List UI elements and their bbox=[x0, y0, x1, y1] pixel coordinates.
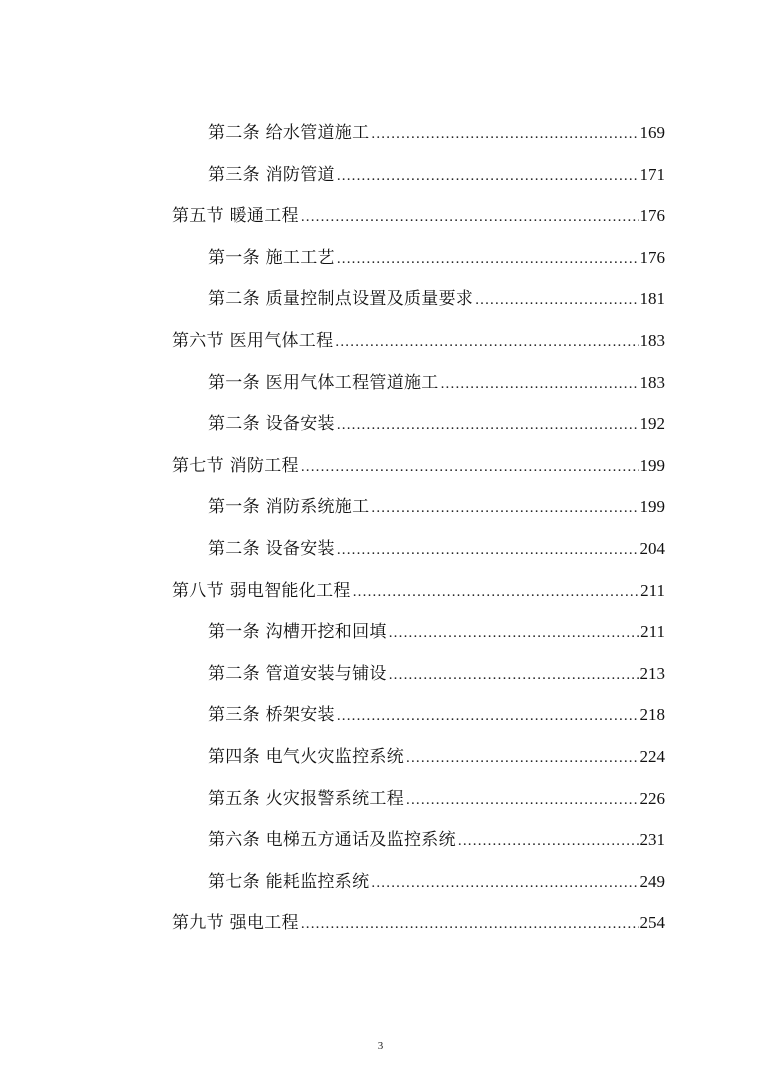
toc-section-entry[interactable] bbox=[0, 320, 761, 362]
toc-entry-title: 第一条 施工工艺 bbox=[208, 247, 335, 268]
toc-entry-page-number: 211 bbox=[640, 580, 665, 600]
toc-entry-page-number: 171 bbox=[639, 164, 665, 184]
toc-entry-page-number: 183 bbox=[639, 372, 665, 392]
toc-entry-title: 第八节 弱电智能化工程 bbox=[172, 580, 351, 601]
toc-entry-page-number: 204 bbox=[639, 538, 665, 558]
toc-article-entry[interactable] bbox=[0, 694, 761, 736]
toc-entry-page-number: 183 bbox=[639, 330, 665, 350]
toc-entry-title: 第二条 设备安装 bbox=[208, 538, 335, 559]
toc-dot-leader bbox=[335, 322, 638, 364]
toc-entry-page-number: 192 bbox=[639, 414, 665, 434]
toc-dot-leader bbox=[371, 488, 638, 530]
toc-article-entry[interactable] bbox=[0, 112, 761, 154]
toc-entry-title: 第六节 医用气体工程 bbox=[172, 330, 334, 351]
toc-entry-title: 第一条 消防系统施工 bbox=[208, 497, 370, 518]
toc-dot-leader bbox=[301, 447, 639, 489]
toc-article-entry[interactable] bbox=[0, 403, 761, 445]
table-of-contents bbox=[0, 112, 761, 944]
toc-article-entry[interactable] bbox=[0, 736, 761, 778]
toc-dot-leader bbox=[389, 655, 639, 697]
toc-article-entry[interactable] bbox=[0, 528, 761, 570]
toc-entry-page-number: 218 bbox=[639, 705, 665, 725]
toc-dot-leader bbox=[353, 572, 639, 614]
toc-dot-leader bbox=[371, 114, 638, 156]
toc-article-entry[interactable] bbox=[0, 778, 761, 820]
toc-dot-leader bbox=[406, 780, 638, 822]
toc-dot-leader bbox=[337, 239, 639, 281]
toc-dot-leader bbox=[475, 280, 638, 322]
toc-dot-leader bbox=[406, 738, 638, 780]
toc-entry-page-number: 169 bbox=[639, 123, 665, 142]
toc-entry-title: 第一条 沟槽开挖和回填 bbox=[208, 622, 387, 643]
toc-dot-leader bbox=[337, 696, 639, 738]
toc-entry-title: 第二条 管道安装与铺设 bbox=[208, 663, 387, 684]
toc-article-entry[interactable] bbox=[0, 611, 761, 653]
toc-dot-leader bbox=[337, 156, 639, 198]
toc-article-entry[interactable] bbox=[0, 486, 761, 528]
toc-entry-title: 第五条 火灾报警系统工程 bbox=[208, 788, 405, 809]
toc-article-entry[interactable] bbox=[0, 154, 761, 196]
toc-article-entry[interactable] bbox=[0, 861, 761, 903]
toc-dot-leader bbox=[458, 821, 639, 863]
toc-article-entry[interactable] bbox=[0, 237, 761, 279]
toc-article-entry[interactable] bbox=[0, 362, 761, 404]
toc-entry-page-number: 211 bbox=[640, 622, 665, 642]
toc-entry-title: 第七条 能耗监控系统 bbox=[208, 871, 370, 892]
toc-dot-leader bbox=[441, 364, 639, 406]
toc-section-entry[interactable] bbox=[0, 445, 761, 487]
toc-dot-leader bbox=[337, 405, 639, 447]
page-number: 3 bbox=[377, 1040, 384, 1052]
toc-dot-leader bbox=[301, 197, 639, 239]
toc-section-entry[interactable] bbox=[0, 570, 761, 612]
toc-entry-title: 第二条 给水管道施工 bbox=[208, 123, 370, 143]
toc-entry-page-number: 213 bbox=[639, 663, 665, 683]
toc-article-entry[interactable] bbox=[0, 278, 761, 320]
toc-entry-title: 第九节 强电工程 bbox=[172, 913, 299, 934]
toc-entry-page-number: 176 bbox=[639, 206, 665, 226]
toc-dot-leader bbox=[389, 613, 639, 655]
toc-entry-title: 第三条 桥架安装 bbox=[208, 705, 335, 726]
toc-list bbox=[0, 112, 761, 944]
toc-section-entry[interactable] bbox=[0, 195, 761, 237]
toc-entry-page-number: 249 bbox=[639, 871, 665, 891]
toc-entry-page-number: 224 bbox=[639, 746, 665, 766]
toc-entry-page-number: 199 bbox=[639, 497, 665, 517]
toc-dot-leader bbox=[337, 530, 639, 572]
toc-dot-leader bbox=[301, 904, 639, 946]
toc-article-entry[interactable] bbox=[0, 653, 761, 695]
toc-entry-page-number: 231 bbox=[639, 830, 665, 850]
toc-article-entry[interactable] bbox=[0, 819, 761, 861]
toc-dot-leader bbox=[371, 863, 638, 905]
toc-entry-title: 第七节 消防工程 bbox=[172, 455, 299, 476]
toc-entry-page-number: 199 bbox=[639, 455, 665, 475]
toc-entry-title: 第一条 医用气体工程管道施工 bbox=[208, 372, 439, 393]
toc-entry-title: 第六条 电梯五方通话及监控系统 bbox=[208, 830, 456, 851]
toc-entry-page-number: 181 bbox=[639, 289, 665, 309]
toc-entry-title: 第二条 设备安装 bbox=[208, 414, 335, 435]
toc-entry-page-number: 176 bbox=[639, 247, 665, 267]
toc-entry-page-number: 226 bbox=[639, 788, 665, 808]
toc-section-entry[interactable] bbox=[0, 902, 761, 944]
toc-entry-title: 第五节 暖通工程 bbox=[172, 206, 299, 227]
toc-entry-title: 第四条 电气火灾监控系统 bbox=[208, 746, 405, 767]
toc-entry-title: 第二条 质量控制点设置及质量要求 bbox=[208, 289, 474, 310]
toc-entry-title: 第三条 消防管道 bbox=[208, 164, 335, 185]
toc-entry-page-number: 254 bbox=[639, 913, 665, 933]
